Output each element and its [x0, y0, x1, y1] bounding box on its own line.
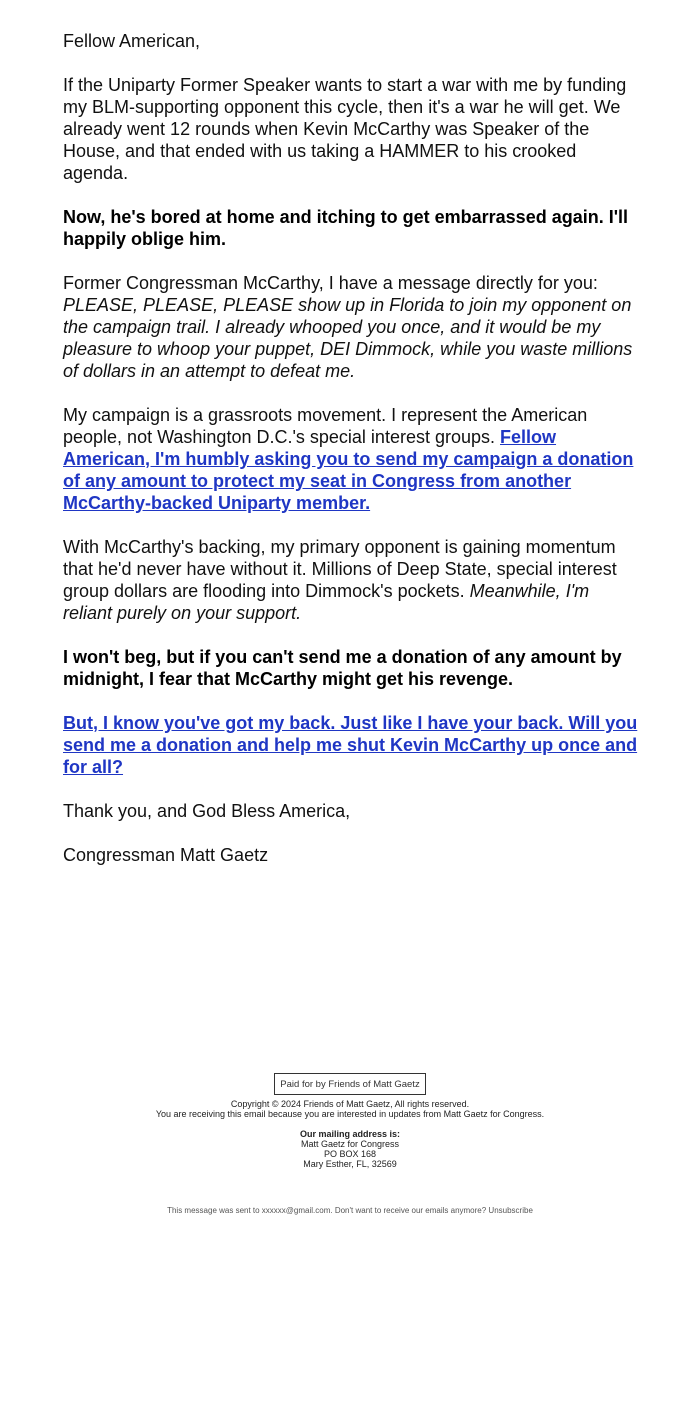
message-intro: Former Congressman McCarthy, I have a message directly for you: [63, 273, 598, 293]
mailing-address-title: Our mailing address is: [299, 1129, 401, 1139]
paragraph-wont-beg: I won't beg, but if you can't send me a donation of any amount by midnight, I fear that McCarthy might get his revenge. [63, 647, 622, 689]
grassroots-text: My campaign is a grassroots movement. I represent the American people, not Washington D.C.'s special interest groups. [63, 405, 588, 447]
paragraph-momentum [63, 536, 641, 624]
mailing-address [0, 1129, 700, 1169]
donation-link-protect-seat[interactable]: Fellow American, I'm humbly asking you to send my campaign a donation of any amount to protect my seat in Congress from another McCarthy-backed Uniparty member. [63, 427, 634, 513]
message-italic: PLEASE, PLEASE, PLEASE show up in Florida to join my opponent on the campaign trail. I already whooped you once, and it would be my pleasure to whoop your puppet, DEI Dimmock, while you waste millions of dollars in an attempt to defeat me. [63, 295, 633, 381]
momentum-italic: Meanwhile, I'm reliant purely on your support. [63, 581, 590, 623]
paragraph-war: If the Uniparty Former Speaker wants to start a war with me by funding my BLM-supporting opponent this cycle, then it's a war he will get. We already went 12 rounds when Kevin McCarthy was Speaker of the House, and that ended with us taking a HAMMER to his crooked agenda. [63, 75, 627, 183]
signature: Congressman Matt Gaetz [63, 845, 269, 865]
paragraph-grassroots [63, 404, 641, 514]
closing: Thank you, and God Bless America, [63, 801, 351, 821]
sent-to-text: This message was sent to xxxxxx@gmail.com. Don't want to receive our emails anymore? [167, 1206, 489, 1215]
mailing-address-city: Mary Esther, FL, 32569 [303, 1159, 397, 1169]
unsubscribe-notice [0, 1206, 700, 1216]
donation-link-shut-mccarthy-up[interactable]: But, I know you've got my back. Just like I have your back. Will you send me a donation and help me shut Kevin McCarthy up once and for all? [63, 713, 638, 777]
mailing-address-po-box: PO BOX 168 [323, 1149, 377, 1159]
unsubscribe-link[interactable]: Unsubscribe [488, 1206, 533, 1215]
paragraph-message-to-mccarthy [63, 272, 641, 382]
mailing-address-name: Matt Gaetz for Congress [300, 1139, 400, 1149]
greeting: Fellow American, [63, 31, 201, 51]
copyright-text: Copyright © 2024 Friends of Matt Gaetz, All rights reserved. [230, 1099, 470, 1109]
momentum-text: With McCarthy's backing, my primary opponent is gaining momentum that he'd never have without it. Millions of Deep State, special interest group dollars are flooding into Dimmock's pockets. [63, 537, 617, 601]
paragraph-bored-at-home: Now, he's bored at home and itching to get embarrassed again. I'll happily oblige him. [63, 207, 628, 249]
paragraph-got-my-back [63, 712, 641, 778]
email-body [63, 30, 641, 888]
email-footer [0, 1073, 700, 1169]
paid-for-disclaimer: Paid for by Friends of Matt Gaetz [274, 1073, 425, 1095]
receiving-reason-text: You are receiving this email because you are interested in updates from Matt Gaetz for Congress. [155, 1109, 545, 1119]
